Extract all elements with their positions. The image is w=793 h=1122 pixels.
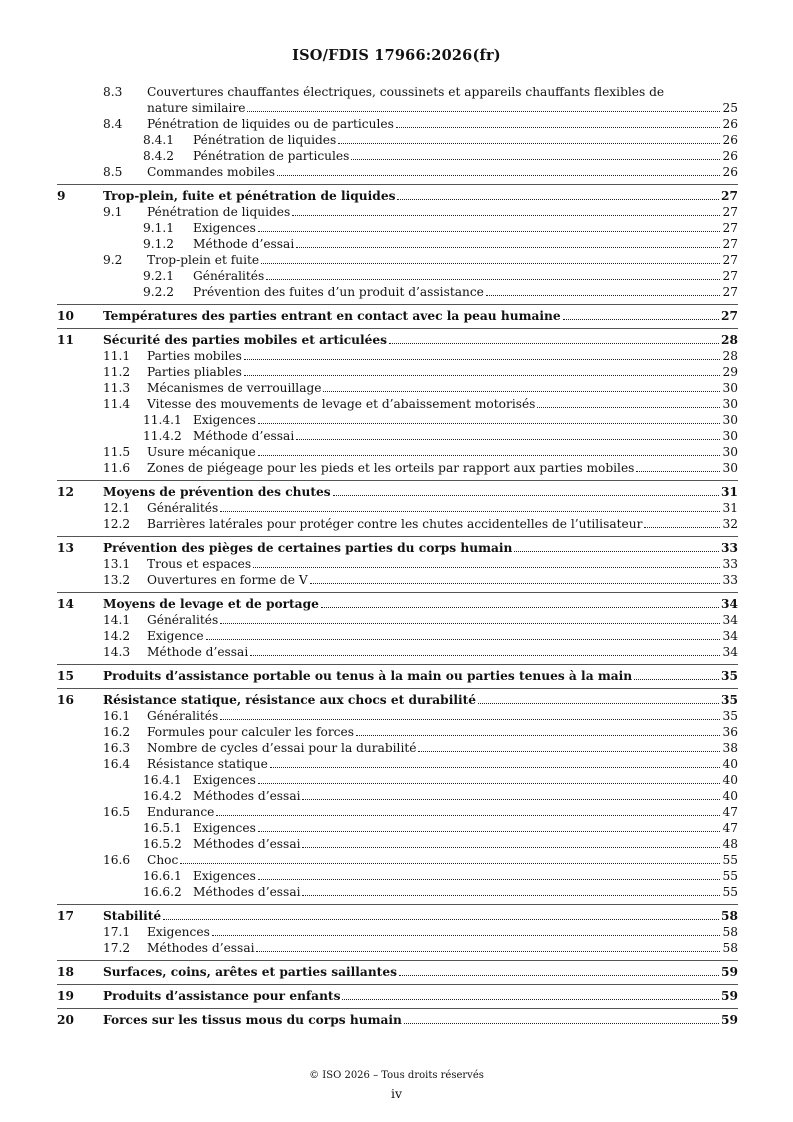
toc-entry-page: 35: [721, 693, 738, 707]
toc-entry[interactable]: [0, 100, 793, 116]
toc-entry-page: 30: [722, 461, 738, 475]
toc-entry-title: Généralités: [193, 269, 265, 283]
dot-leader: [292, 214, 720, 216]
dot-leader: [486, 294, 721, 296]
toc-entry[interactable]: [0, 284, 793, 300]
toc-separator: [57, 480, 738, 481]
toc-entry[interactable]: [0, 740, 793, 756]
toc-entry-number: 17.1: [103, 925, 131, 939]
toc-entry[interactable]: [0, 628, 793, 644]
toc-entry-title: Mécanismes de verrouillage: [147, 381, 322, 395]
toc-entry-title: Pénétration de liquides: [147, 205, 291, 219]
toc-entry[interactable]: [0, 756, 793, 772]
toc-entry[interactable]: [0, 572, 793, 588]
toc-entry-title: Couvertures chauffantes électriques, coussinets et appareils chauffants flexibles de: [147, 85, 665, 99]
toc-entry[interactable]: [0, 884, 793, 900]
toc-entry[interactable]: [0, 516, 793, 532]
toc-entry-title: Zones de piégeage pour les pieds et les orteils par rapport aux parties mobiles: [147, 461, 635, 475]
dot-leader: [396, 126, 721, 128]
toc-entry-number: 9.2: [103, 253, 123, 267]
dot-leader: [404, 1022, 719, 1024]
toc-separator: [57, 688, 738, 689]
toc-entry[interactable]: [0, 204, 793, 220]
toc-entry-title: Endurance: [147, 805, 215, 819]
toc-entry-title: Résistance statique: [147, 757, 268, 771]
toc-entry-page: 59: [721, 1013, 738, 1027]
dot-leader: [258, 830, 721, 832]
toc-entry-title: Stabilité: [103, 909, 162, 923]
toc-entry[interactable]: [0, 132, 793, 148]
toc-entry-page: 26: [722, 149, 738, 163]
toc-entry-number: 8.4.1: [143, 133, 175, 147]
dot-leader: [244, 374, 721, 376]
toc-entry-title: Barrières latérales pour protéger contre les chutes accidentelles de l’utilisateur: [147, 517, 643, 531]
toc-separator: [57, 664, 738, 665]
toc-entry-page: 59: [721, 989, 738, 1003]
dot-leader: [258, 782, 721, 784]
toc-entry[interactable]: [0, 116, 793, 132]
dot-leader: [342, 998, 719, 1000]
toc-entry-title: Exigences: [193, 221, 256, 235]
toc-entry-page: 30: [722, 445, 738, 459]
toc-entry-number: 11.1: [103, 349, 131, 363]
toc-entry-number: 17.2: [103, 941, 131, 955]
toc-entry-title: Surfaces, coins, arêtes et parties saillantes: [103, 965, 397, 979]
toc-entry-title: Températures des parties entrant en contact avec la peau humaine: [103, 309, 561, 323]
toc-entry-page: 33: [721, 541, 738, 555]
toc-entry-page: 38: [722, 741, 738, 755]
toc-entry-title: Exigences: [193, 413, 256, 427]
toc-entry[interactable]: [0, 924, 793, 940]
toc-entry-number: 11.4.1: [143, 413, 182, 427]
dot-leader: [389, 342, 719, 344]
toc-entry-number: 20: [57, 1013, 74, 1027]
toc-entry[interactable]: [0, 500, 793, 516]
toc-entry-page: 31: [722, 501, 738, 515]
toc-entry-number: 14.3: [103, 645, 131, 659]
toc-entry-number: 9.1: [103, 205, 123, 219]
dot-leader: [356, 734, 721, 736]
toc-entry-page: 40: [722, 789, 738, 803]
toc-entry[interactable]: [0, 396, 793, 412]
toc-entry[interactable]: [0, 820, 793, 836]
toc-entry-clause[interactable]: [0, 988, 793, 1004]
toc-entry-clause[interactable]: [0, 308, 793, 324]
toc-entry[interactable]: [0, 804, 793, 820]
toc-entry-title: Commandes mobiles: [147, 165, 275, 179]
toc-entry-number: 11.2: [103, 365, 131, 379]
toc-entry[interactable]: [0, 940, 793, 956]
dot-leader: [163, 918, 719, 920]
toc-entry-page: 30: [722, 429, 738, 443]
dot-leader: [302, 798, 720, 800]
toc-entry-title: Trop-plein, fuite et pénétration de liquides: [103, 189, 396, 203]
toc-entry[interactable]: [0, 236, 793, 252]
dot-leader: [634, 678, 719, 680]
toc-entry-title: Parties pliables: [147, 365, 242, 379]
toc-entry-page: 58: [722, 941, 738, 955]
dot-leader: [270, 766, 721, 768]
dot-leader: [302, 846, 720, 848]
toc-entry-clause[interactable]: [0, 692, 793, 708]
toc-entry-title: Usure mécanique: [147, 445, 256, 459]
toc-entry-page: 55: [722, 869, 738, 883]
toc-entry-page: 59: [721, 965, 738, 979]
toc-entry[interactable]: [0, 252, 793, 268]
toc-entry-number: 11.3: [103, 381, 131, 395]
toc-entry-page: 34: [721, 597, 738, 611]
toc-entry-page: 26: [722, 117, 738, 131]
toc-separator: [57, 536, 738, 537]
toc-entry-title: Moyens de prévention des chutes: [103, 485, 331, 499]
toc-entry-page: 35: [722, 709, 738, 723]
toc-entry-number: 9.1.1: [143, 221, 175, 235]
toc-entry-clause[interactable]: [0, 540, 793, 556]
toc-entry-page: 27: [722, 205, 738, 219]
toc-separator: [57, 304, 738, 305]
dot-leader: [258, 422, 721, 424]
toc-entry-page: 40: [722, 757, 738, 771]
dot-leader: [296, 246, 720, 248]
toc-entry-page: 28: [722, 349, 738, 363]
toc-entry-page: 33: [722, 557, 738, 571]
dot-leader: [644, 526, 720, 528]
toc-entry-page: 47: [722, 821, 738, 835]
toc-entry-page: 48: [722, 837, 738, 851]
toc-entry-title: Exigences: [193, 869, 256, 883]
toc-entry[interactable]: [0, 444, 793, 460]
toc-entry[interactable]: [0, 268, 793, 284]
dot-leader: [351, 158, 720, 160]
toc-entry-number: 13.2: [103, 573, 131, 587]
toc-entry[interactable]: [0, 724, 793, 740]
toc-entry-clause[interactable]: [0, 188, 793, 204]
toc-entry-page: 27: [722, 269, 738, 283]
toc-entry-title: Pénétration de particules: [193, 149, 350, 163]
dot-leader: [418, 750, 720, 752]
toc-entry-page: 58: [722, 925, 738, 939]
toc-entry-number: 10: [57, 309, 74, 323]
toc-entry-page: 26: [722, 133, 738, 147]
toc-entry-title: Généralités: [147, 613, 219, 627]
dot-leader: [220, 718, 720, 720]
toc-entry-page: 25: [722, 101, 738, 115]
dot-leader: [253, 566, 720, 568]
document-header: ISO/FDIS 17966:2026(fr): [292, 47, 501, 64]
toc-entry-number: 16.6.2: [143, 885, 182, 899]
toc-entry-number: 11.4: [103, 397, 131, 411]
toc-entry-page: 34: [722, 629, 738, 643]
toc-entry-number: 12.1: [103, 501, 131, 515]
toc-entry-page: 30: [722, 413, 738, 427]
toc-entry-title: Méthodes d’essai: [193, 789, 301, 803]
toc-entry-title: Exigences: [193, 821, 256, 835]
toc-entry-number: 8.4: [103, 117, 123, 131]
toc-entry-title: Méthodes d’essai: [193, 885, 301, 899]
toc-entry[interactable]: [0, 868, 793, 884]
dot-leader: [220, 622, 720, 624]
dot-leader: [258, 454, 721, 456]
toc-entry-number: 12.2: [103, 517, 131, 531]
toc-entry-number: 16.5.2: [143, 837, 182, 851]
dot-leader: [216, 814, 720, 816]
toc-entry-number: 17: [57, 909, 74, 923]
dot-leader: [258, 878, 721, 880]
dot-leader: [333, 494, 719, 496]
toc-separator: [57, 904, 738, 905]
toc-entry-number: 11.5: [103, 445, 131, 459]
toc-entry[interactable]: [0, 348, 793, 364]
toc-entry-title: Forces sur les tissus mous du corps humain: [103, 1013, 402, 1027]
toc-entry-title: Formules pour calculer les forces: [147, 725, 354, 739]
toc-entry-number: 8.3: [103, 85, 123, 99]
toc-entry-number: 16.3: [103, 741, 131, 755]
dot-leader: [563, 318, 719, 320]
toc-entry-title: Méthode d’essai: [147, 645, 249, 659]
toc-entry-title: Produits d’assistance pour enfants: [103, 989, 341, 1003]
toc-entry-title: Prévention des pièges de certaines parties du corps humain: [103, 541, 513, 555]
toc-entry-title: Moyens de levage et de portage: [103, 597, 319, 611]
toc-separator: [57, 592, 738, 593]
toc-entry-number: 8.4.2: [143, 149, 175, 163]
toc-entry[interactable]: [0, 364, 793, 380]
toc-entry-page: 58: [721, 909, 738, 923]
toc-entry-number: 16.6: [103, 853, 131, 867]
toc-entry[interactable]: [0, 612, 793, 628]
toc-entry-number: 16.6.1: [143, 869, 182, 883]
dot-leader: [537, 406, 720, 408]
dot-leader: [261, 262, 720, 264]
toc-entry-page: 30: [722, 381, 738, 395]
toc-entry-number: 9.2.1: [143, 269, 175, 283]
toc-entry-title: Prévention des fuites d’un produit d’assistance: [193, 285, 484, 299]
toc-entry-clause[interactable]: [0, 596, 793, 612]
toc-entry-page: 35: [721, 669, 738, 683]
toc-entry-title: Exigences: [147, 925, 210, 939]
toc-entry-number: 16.1: [103, 709, 131, 723]
toc-entry-title: Nombre de cycles d’essai pour la durabilité: [147, 741, 417, 755]
toc-entry[interactable]: [0, 556, 793, 572]
toc-entry-title: Généralités: [147, 709, 219, 723]
dot-leader: [338, 142, 720, 144]
dot-leader: [397, 198, 719, 200]
toc-entry-number: 9.2.2: [143, 285, 175, 299]
toc-separator: [57, 184, 738, 185]
toc-entry-title: Trop-plein et fuite: [147, 253, 260, 267]
toc-entry-title: Trous et espaces: [147, 557, 252, 571]
toc-entry-clause[interactable]: [0, 908, 793, 924]
toc-entry[interactable]: [0, 84, 793, 100]
toc-entry-page: 31: [721, 485, 738, 499]
toc-entry-page: 30: [722, 397, 738, 411]
toc-entry-number: 15: [57, 669, 74, 683]
toc-entry-page: 27: [722, 253, 738, 267]
toc-entry-page: 27: [721, 309, 738, 323]
toc-entry-number: 11.4.2: [143, 429, 182, 443]
toc-entry-title: Pénétration de liquides: [193, 133, 337, 147]
toc-entry[interactable]: [0, 380, 793, 396]
toc-entry-number: 13: [57, 541, 74, 555]
dot-leader: [296, 438, 720, 440]
dot-leader: [266, 278, 720, 280]
dot-leader: [220, 510, 720, 512]
toc-entry-number: 16.4.1: [143, 773, 182, 787]
toc-entry[interactable]: [0, 460, 793, 476]
toc-entry-clause[interactable]: [0, 1012, 793, 1028]
toc-separator: [57, 328, 738, 329]
dot-leader: [212, 934, 721, 936]
dot-leader: [247, 110, 720, 112]
toc-entry-page: 27: [722, 221, 738, 235]
toc-entry-page: 33: [722, 573, 738, 587]
toc-entry-page: 34: [722, 645, 738, 659]
dot-leader: [256, 950, 720, 952]
dot-leader: [321, 606, 719, 608]
dot-leader: [277, 174, 720, 176]
toc-entry[interactable]: [0, 836, 793, 852]
toc-entry[interactable]: [0, 772, 793, 788]
toc-entry-number: 14.2: [103, 629, 131, 643]
toc-entry-clause[interactable]: [0, 964, 793, 980]
toc-entry[interactable]: [0, 164, 793, 180]
toc-entry-clause[interactable]: [0, 484, 793, 500]
dot-leader: [310, 582, 721, 584]
toc-entry-page: 55: [722, 853, 738, 867]
toc-entry-clause[interactable]: [0, 332, 793, 348]
toc-entry[interactable]: [0, 220, 793, 236]
toc-entry[interactable]: [0, 412, 793, 428]
toc-entry-number: 14: [57, 597, 74, 611]
toc-entry-number: 12: [57, 485, 74, 499]
toc-entry-number: 13.1: [103, 557, 131, 571]
toc-entry-title: Vitesse des mouvements de levage et d’abaissement motorisés: [147, 397, 536, 411]
dot-leader: [636, 470, 720, 472]
dot-leader: [244, 358, 721, 360]
toc-entry-page: 27: [722, 285, 738, 299]
toc-entry[interactable]: [0, 428, 793, 444]
toc-entry-title: Méthode d’essai: [193, 237, 295, 251]
toc-entry-page: 27: [722, 237, 738, 251]
dot-leader: [399, 974, 719, 976]
toc-entry-page: 36: [722, 725, 738, 739]
toc-entry[interactable]: [0, 644, 793, 660]
toc-entry-number: 16.5.1: [143, 821, 182, 835]
toc-entry[interactable]: [0, 788, 793, 804]
toc-entry-clause[interactable]: [0, 668, 793, 684]
toc-entry-number: 16: [57, 693, 74, 707]
dot-leader: [514, 550, 719, 552]
dot-leader: [250, 654, 720, 656]
toc-entry-page: 40: [722, 773, 738, 787]
toc-entry-page: 26: [722, 165, 738, 179]
toc-entry-number: 9: [57, 189, 66, 203]
toc-entry-page: 47: [722, 805, 738, 819]
dot-leader: [323, 390, 720, 392]
toc-separator: [57, 960, 738, 961]
toc-entry-number: 11: [57, 333, 74, 347]
toc-separator: [57, 1008, 738, 1009]
toc-entry-number: 11.6: [103, 461, 131, 475]
toc-entry-title: Exigences: [193, 773, 256, 787]
toc-entry-number: 9.1.2: [143, 237, 175, 251]
toc-entry-number: 14.1: [103, 613, 131, 627]
page-number: iv: [390, 1086, 403, 1101]
toc-entry-title: Pénétration de liquides ou de particules: [147, 117, 394, 131]
toc-separator: [57, 984, 738, 985]
toc-entry-title: Méthodes d’essai: [193, 837, 301, 851]
toc-entry-number: 18: [57, 965, 74, 979]
toc-entry-title: Méthodes d’essai: [147, 941, 255, 955]
copyright-notice: © ISO 2026 – Tous droits réservés: [309, 1070, 484, 1081]
toc-entry-title: Parties mobiles: [147, 349, 242, 363]
toc-entry-page: 32: [722, 517, 738, 531]
toc-entry[interactable]: [0, 852, 793, 868]
toc-entry-title: Ouvertures en forme de V: [147, 573, 308, 587]
toc-entry-title: Exigence: [147, 629, 204, 643]
toc-entry-title: nature similaire: [147, 101, 246, 115]
dot-leader: [180, 862, 720, 864]
toc-entry-page: 29: [722, 365, 738, 379]
toc-entry-title: Sécurité des parties mobiles et articulées: [103, 333, 388, 347]
toc-entry-page: 34: [722, 613, 738, 627]
dot-leader: [478, 702, 719, 704]
toc-entry-number: 16.4.2: [143, 789, 182, 803]
dot-leader: [258, 230, 721, 232]
toc-entry-title: Choc: [147, 853, 179, 867]
toc-entry-title: Généralités: [147, 501, 219, 515]
dot-leader: [206, 638, 721, 640]
toc-entry-page: 28: [721, 333, 738, 347]
toc-entry-number: 16.5: [103, 805, 131, 819]
toc-entry-number: 19: [57, 989, 74, 1003]
dot-leader: [302, 894, 720, 896]
toc-entry[interactable]: [0, 148, 793, 164]
toc-entry-title: Produits d’assistance portable ou tenus à la main ou parties tenues à la main: [103, 669, 633, 683]
toc-entry-title: Résistance statique, résistance aux chocs et durabilité: [103, 693, 476, 707]
toc-entry-title: Méthode d’essai: [193, 429, 295, 443]
toc-entry[interactable]: [0, 708, 793, 724]
toc-entry-number: 16.2: [103, 725, 131, 739]
toc-entry-number: 8.5: [103, 165, 123, 179]
toc-entry-page: 27: [721, 189, 738, 203]
toc-entry-page: 55: [722, 885, 738, 899]
toc-entry-number: 16.4: [103, 757, 131, 771]
